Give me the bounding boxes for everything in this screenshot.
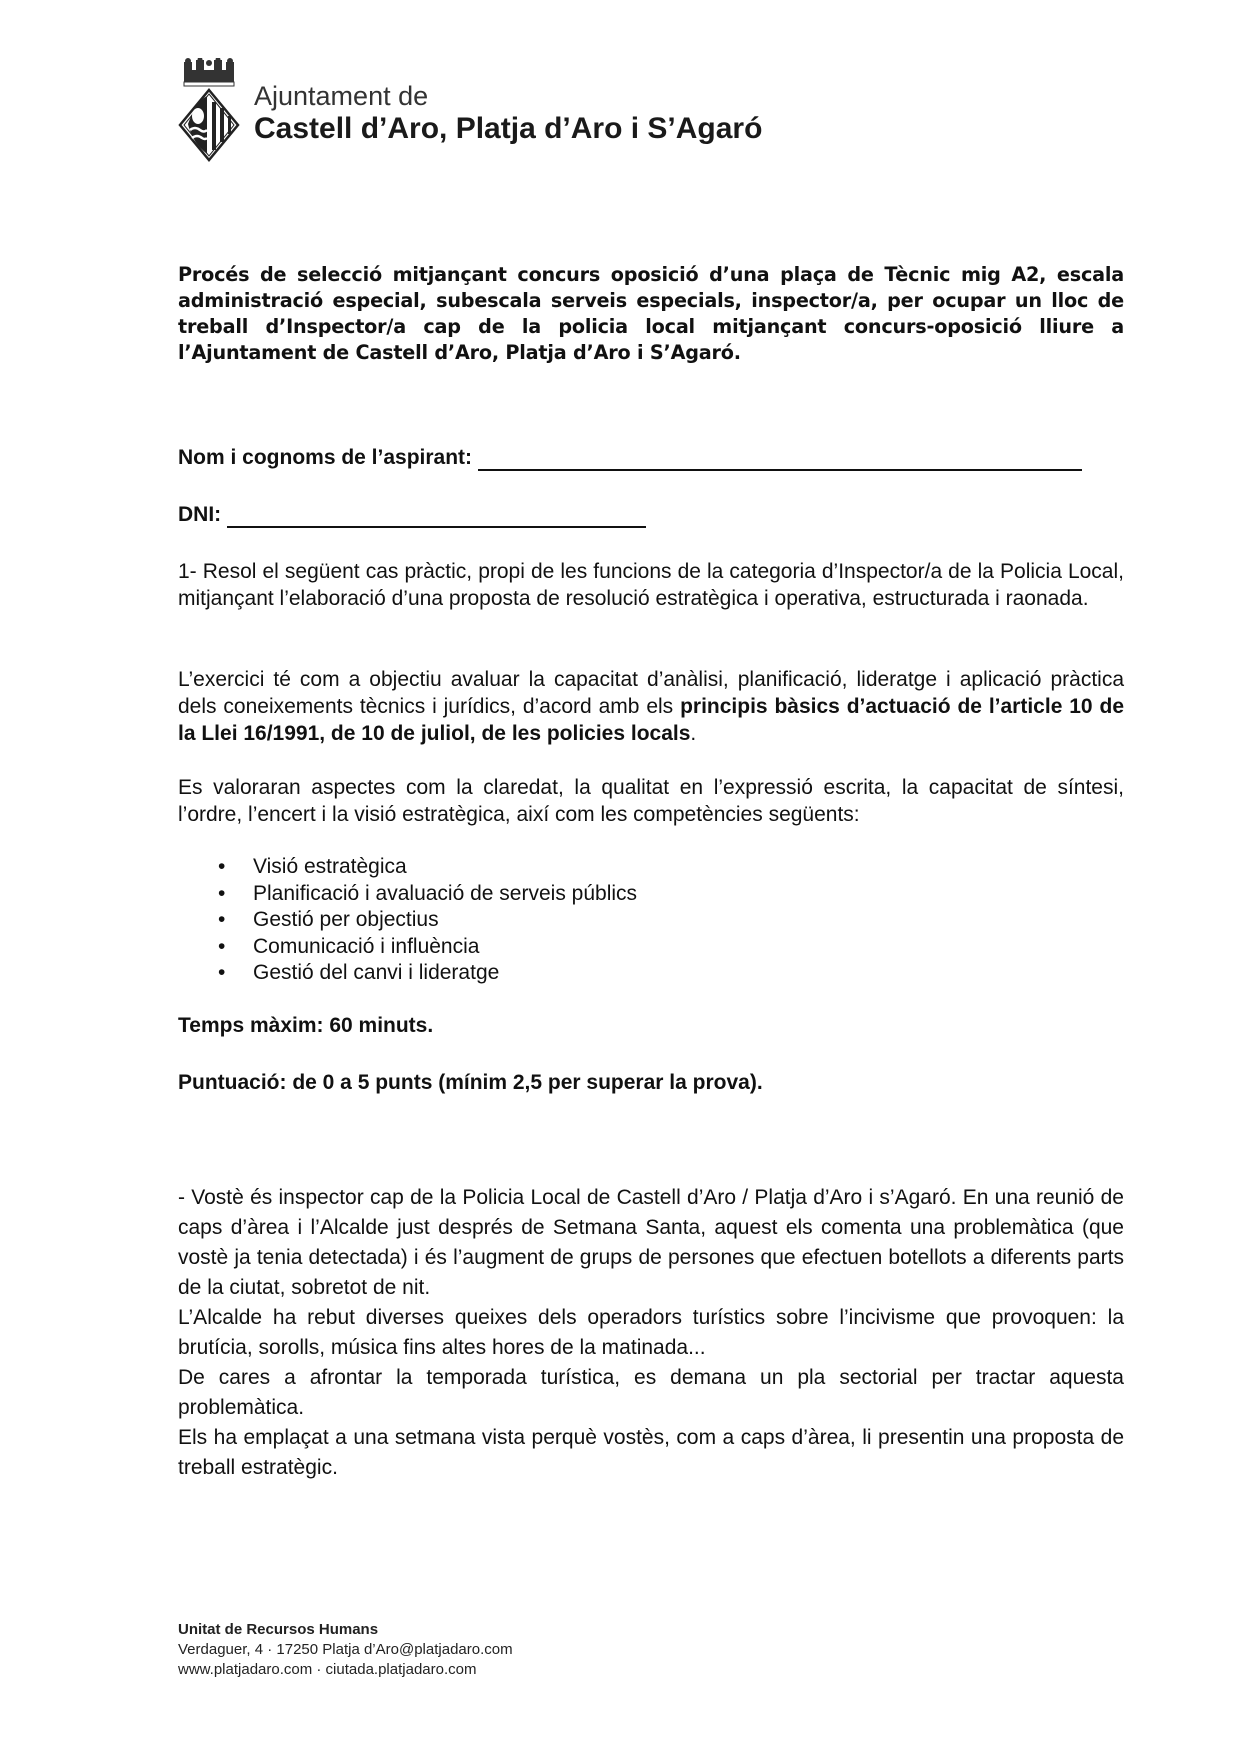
- coat-of-arms-icon: [178, 58, 240, 162]
- case-paragraph: L’Alcalde ha rebut diverses queixes dels operadors turístics sobre l’incivisme que provoquen: la brutícia, sorolls, música fins altes hores de la matinada...: [178, 1306, 1124, 1359]
- objective-end: .: [690, 722, 697, 745]
- name-blank-line[interactable]: [478, 447, 1082, 471]
- objective-legal-reference: principis bàsics d’actuació de l’article 10 de la Llei 16/1991, de 10 de juliol, de les policies locals: [178, 695, 1124, 745]
- case-study: [178, 1183, 1124, 1483]
- objective-text: L’exercici té com a objectiu avaluar la capacitat d’anàlisi, planificació, lideratge i aplicació pràctica dels coneixements tècnics i jurídics, d’acord amb els: [178, 668, 1124, 718]
- max-time: Temps màxim: 60 minuts.: [178, 1014, 434, 1037]
- objective-paragraph: [178, 666, 1124, 747]
- competencies-list: [218, 854, 637, 987]
- footer: [178, 1620, 513, 1680]
- intro-paragraph: 1- Resol el següent cas pràctic, propi de les funcions de la categoria d’Inspector/a de la Policia Local, mitjançant l’elaboració d’una proposta de resolució estratègica i operativa, estructurada i raonada.: [178, 560, 1124, 610]
- case-paragraph: - Vostè és inspector cap de la Policia Local de Castell d’Aro / Platja d’Aro i s’Agaró. En una reunió de caps d’àrea i l’Alcalde just després de Setmana Santa, aquest els comenta una problemàtica (que vostè ja tenia detectada) i és l’augment de grups de persones que efectuen botellots a diferents parts de la ciutat, sobretot de nit.: [178, 1186, 1124, 1299]
- logo-line1: Ajuntament de: [254, 81, 429, 111]
- footer-web: www.platjadaro.com · ciutada.platjadaro.com: [178, 1661, 477, 1678]
- name-label: Nom i cognoms de l’aspirant:: [178, 446, 473, 469]
- logo-line2: Castell d’Aro, Platja d’Aro i S’Agaró: [254, 112, 763, 145]
- evaluation-paragraph: Es valoraran aspectes com la claredat, la qualitat en l’expressió escrita, la capacitat de síntesi, l’ordre, l’encert i la visió estratègica, així com les competències següents:: [178, 776, 1124, 826]
- municipal-logo: [178, 58, 818, 162]
- dni-label: DNI:: [178, 503, 222, 526]
- list-item: • Gestió del canvi i lideratge: [218, 960, 637, 987]
- name-field[interactable]: [178, 445, 1082, 471]
- list-item: • Comunicació i influència: [218, 934, 637, 961]
- dni-field[interactable]: [178, 502, 646, 528]
- footer-unit: Unitat de Recursos Humans: [178, 1621, 379, 1638]
- list-item: • Planificació i avaluació de serveis públics: [218, 881, 637, 908]
- scoring: Puntuació: de 0 a 5 punts (mínim 2,5 per superar la prova).: [178, 1071, 763, 1094]
- case-paragraph: De cares a afrontar la temporada turística, es demana un pla sectorial per tractar aquesta problemàtica.: [178, 1366, 1124, 1419]
- footer-address: Verdaguer, 4 · 17250 Platja d’Aro@platjadaro.com: [178, 1641, 513, 1658]
- list-item: • Gestió per objectius: [218, 907, 637, 934]
- document-title: Procés de selecció mitjançant concurs oposició d’una plaça de Tècnic mig A2, escala administració especial, subescala serveis especials, inspector/a, per ocupar un lloc de treball d’Inspector/a cap de la policia local mitjançant concurs-oposició lliure a l’Ajuntament de Castell d’Aro, Platja d’Aro i S’Agaró.: [178, 263, 1124, 364]
- list-item: • Visió estratègica: [218, 854, 637, 881]
- dni-blank-line[interactable]: [227, 504, 646, 528]
- case-paragraph: Els ha emplaçat a una setmana vista perquè vostès, com a caps d’àrea, li presentin una proposta de treball estratègic.: [178, 1426, 1124, 1479]
